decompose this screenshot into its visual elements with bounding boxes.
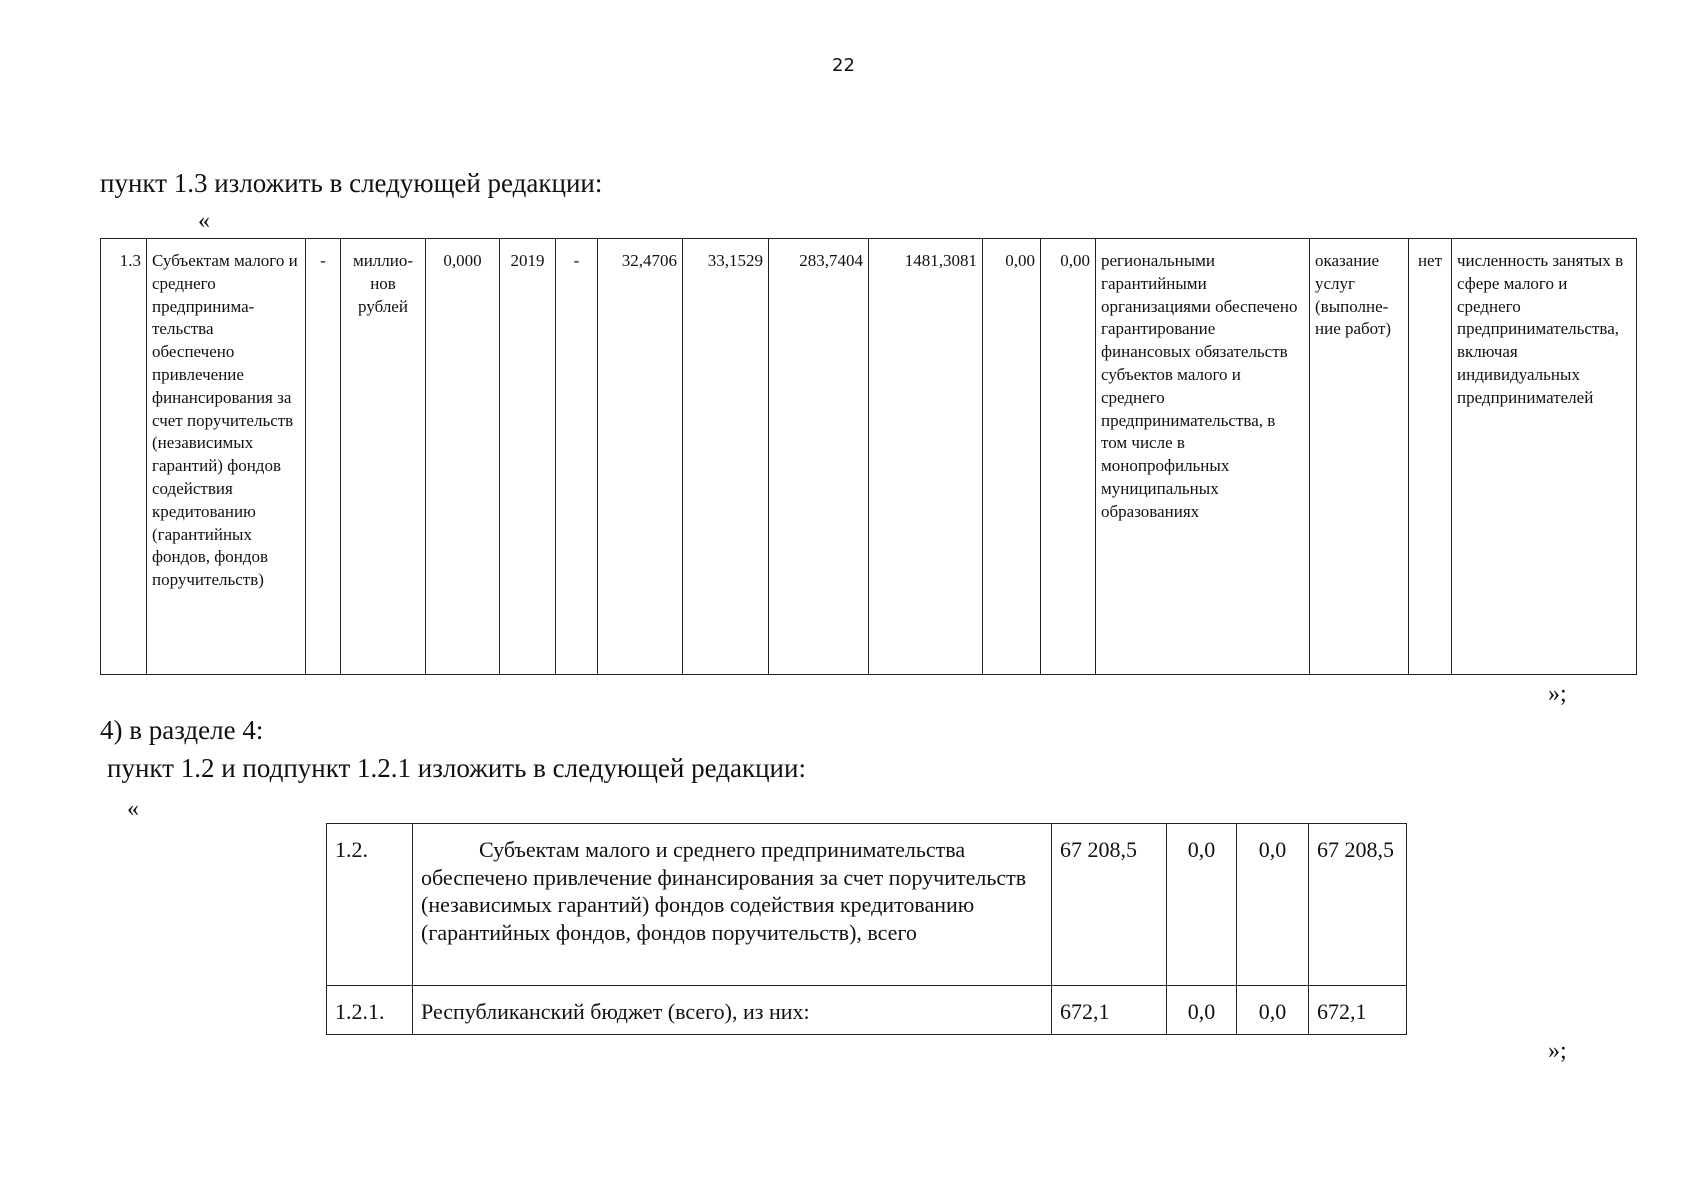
table-row [327, 824, 1407, 986]
row-number: 1.2. [327, 824, 413, 986]
value-cell: 32,4706 [598, 239, 683, 675]
row-number: 1.2.1. [327, 986, 413, 1035]
flag-cell: нет [1409, 239, 1452, 675]
row-name: Республиканский бюджет (всего), из них: [413, 986, 1052, 1035]
indicator-cell: численность занятых в сфере малого и среднего предпринимательства, включая индивидуальных предпринимателей [1452, 239, 1637, 675]
value-cell: 0,0 [1167, 824, 1237, 986]
value-cell: 0,0 [1237, 986, 1309, 1035]
type-cell: оказание услуг (выполне-ние работ) [1310, 239, 1409, 675]
section1-close-quote: »; [1548, 681, 1567, 707]
section1-table [100, 238, 1637, 675]
value-cell: 1481,3081 [869, 239, 983, 675]
value-cell: 0,00 [983, 239, 1041, 675]
section1-heading: пункт 1.3 изложить в следующей редакции: [100, 168, 603, 198]
table-row [101, 239, 1637, 675]
value-cell: 672,1 [1309, 986, 1407, 1035]
page-number: 22 [832, 55, 855, 76]
unit-cell: миллио-нов рублей [341, 239, 426, 675]
value-cell: 0,00 [1041, 239, 1096, 675]
base-value-cell: 0,000 [426, 239, 500, 675]
section2-close-quote: »; [1548, 1038, 1567, 1064]
table-row [327, 986, 1407, 1035]
section2-heading: 4) в разделе 4: [100, 715, 264, 745]
dash-cell: - [306, 239, 341, 675]
dash-cell: - [556, 239, 598, 675]
value-cell: 67 208,5 [1309, 824, 1407, 986]
value-cell: 0,0 [1167, 986, 1237, 1035]
section2-open-quote: « [127, 796, 139, 822]
section2-table [326, 823, 1407, 1035]
value-cell: 0,0 [1237, 824, 1309, 986]
row-name: Субъектам малого и среднего предпринимательства обеспечено привлечение финансирования за счет поручительств (независимых гарантий) фондов содействия кредитованию (гарантийных фондов, фондов поручительств), всего [413, 824, 1052, 986]
value-cell: 67 208,5 [1052, 824, 1167, 986]
description-cell: региональными гарантийными организациями обеспечено гарантирование финансовых обязательств субъектов малого и среднего предпринимательства, в том числе в монопрофильных муниципальных образованиях [1096, 239, 1310, 675]
value-cell: 283,7404 [769, 239, 869, 675]
row-name: Субъектам малого и среднего предпринима-тельства обеспечено привлечение финансирования за счет поручительств (независимых гарантий) фондов содействия кредитованию (гарантийных фондов, фондов поручительств) [147, 239, 306, 675]
value-cell: 33,1529 [683, 239, 769, 675]
value-cell: 672,1 [1052, 986, 1167, 1035]
section2-subheading: пункт 1.2 и подпункт 1.2.1 изложить в следующей редакции: [107, 753, 806, 783]
year-cell: 2019 [500, 239, 556, 675]
section1-open-quote: « [198, 208, 210, 234]
row-number: 1.3 [101, 239, 147, 675]
